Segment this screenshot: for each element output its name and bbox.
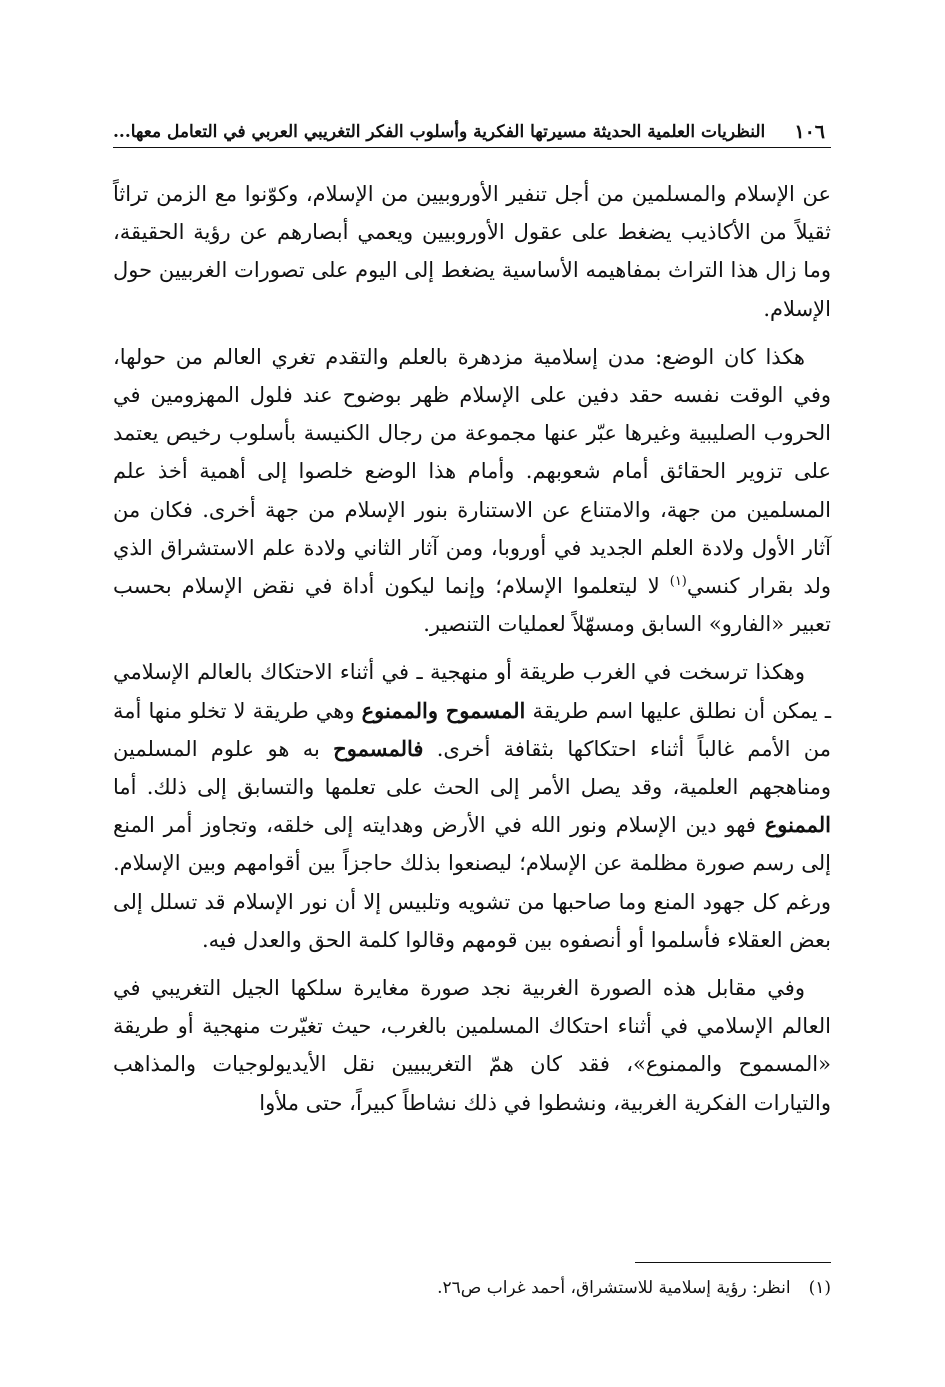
paragraph-4 <box>113 969 831 1122</box>
paragraph-2 <box>113 338 831 644</box>
page-number: ١٠٦ <box>794 121 825 143</box>
paragraph-2-text-b: لا ليتعلموا الإسلام؛ وإنما ليكون أداة في نقض الإسلام بحسب تعبير «الفارو» السابق ومسهّلاً لعمليات التنصير. <box>113 574 831 637</box>
paragraph-2-text-a: هكذا كان الوضع: مدن إسلامية مزدهرة بالعلم والتقدم تغري العالم من حولها، وفي الوقت نفسه حقد دفين على الإسلام ظهر بوضوح عند فلول المهزومين في الحروب الصليبية وغيرها عبّر عنها مجموعة من رجال الكنيسة بأسلوب رخيص يعتمد على تزوير الحقائق أمام شعوبهم. وأمام هذا الوضع خلصوا إلى أهمية أخذ علم المسلمين من جهة، والامتناع عن الاستنارة بنور الإسلام من جهة أخرى. فكان من آثار الأول ولادة العلم الجديد في أوروبا، ومن آثار الثاني ولادة علم الاستشراق الذي ولد بقرار كنسي <box>113 344 831 599</box>
paragraph-3-text-d: فهو دين الإسلام ونور الله في الأرض وهدايته إلى خلقه، وتجاوز أمر المنع إلى رسم صورة مظلمة عن الإسلام؛ ليصنعوا بذلك حاجزاً بين أقوامهم وبين الإسلام. ورغم كل جهود المنع وما صاحبها من تشويه وتلبيس إلا أن نور الإسلام قد تسلل إلى بعض العقلاء فأسلموا أو أنصفوه بين قومهم وقالوا كلمة الحق والعدل فيه. <box>113 813 831 952</box>
paragraph-3 <box>113 653 831 959</box>
footnote-rule <box>635 1262 831 1263</box>
body-text <box>113 175 831 1132</box>
running-title: النظريات العلمية الحديثة مسيرتها الفكرية وأسلوب الفكر التغريبي العربي في التعامل معها... <box>113 122 766 142</box>
paragraph-3-text-c: به هو علوم المسلمين ومناهجهم العلمية، وقد يصل الأمر إلى الحث على تعلمها والتسابق إلى ذلك. أما <box>113 736 831 800</box>
paragraph-1 <box>113 175 831 328</box>
header-rule <box>113 147 831 148</box>
bold-term-allowed-forbidden: المسموح والممنوع <box>361 697 526 723</box>
bold-term-allowed: فالمسموح <box>333 735 424 761</box>
bold-term-forbidden: الممنوع <box>764 812 831 838</box>
footnote-reference[interactable]: (١) <box>669 574 687 590</box>
paragraph-1-text: عن الإسلام والمسلمين من أجل تنفير الأوروبيين من الإسلام، وكوّنوا مع الزمن تراثاً ثقيلاً من الأكاذيب يضغط على عقول الأوروبيين ويعمي أبصارهم عن رؤية الحقيقة، وما زال هذا التراث بمفاهيمه الأساسية يضغط إلى اليوم على تصورات الغربيين حول الإسلام. <box>113 182 831 321</box>
footnote <box>113 1275 831 1301</box>
paragraph-3-text-a: وهكذا ترسخت في الغرب طريقة أو منهجية ـ في أثناء الاحتكاك بالعالم الإسلامي ـ يمكن أن نطلق عليها اسم طريقة <box>113 660 831 723</box>
book-page <box>113 0 831 1387</box>
paragraph-4-text: وفي مقابل هذه الصورة الغربية نجد صورة مغايرة سلكها الجيل التغريبي في العالم الإسلامي في أثناء احتكاك المسلمين بالغرب، حيث تغيّرت منهجية أو طريقة «المسموح والممنوع»، فقد كان همّ التغريبيين نقل الأيديولوجيات والمذاهب والتيارات الفكرية الغربية، ونشطوا في ذلك نشاطاً كبيراً، حتى ملأوا <box>113 976 831 1115</box>
running-header <box>113 110 831 144</box>
paragraph-3-text-b: وهي طريقة لا تخلو منها أمة من الأمم غالباً أثناء احتكاكها بثقافة أخرى. <box>113 698 831 761</box>
footnote-text: انظر: رؤية إسلامية للاستشراق، أحمد غراب ص٢٦. <box>437 1278 791 1298</box>
footnote-number: (١) <box>808 1278 831 1298</box>
